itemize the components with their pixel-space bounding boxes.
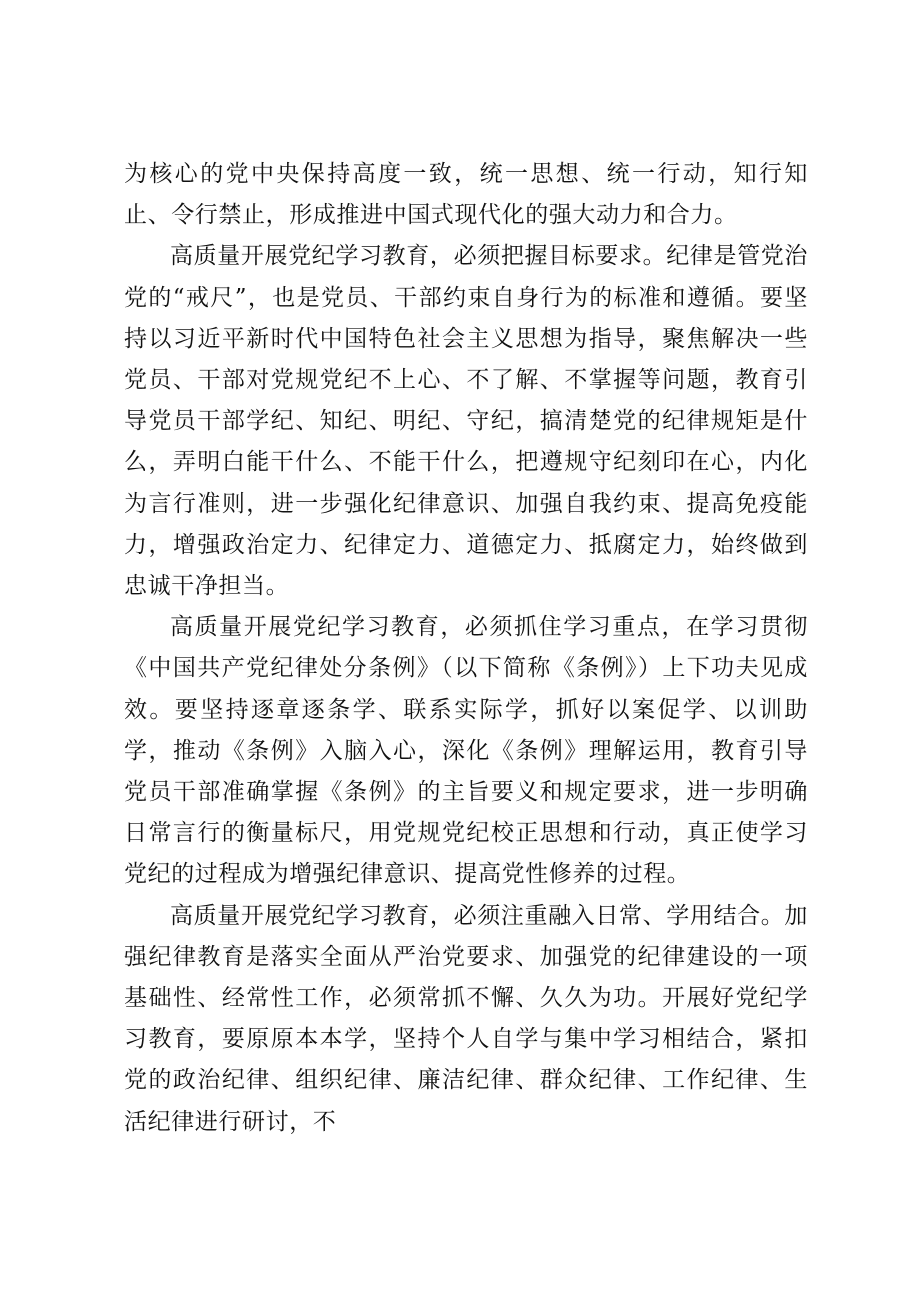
paragraph-daily-integration: 高质量开展党纪学习教育，必须注重融入日常、学用结合。加强纪律教育是落实全面从严治党要求、加强党的纪律建设的一项基础性、经常性工作，必须常抓不懈、久久为功。开展好党纪学习教育，要原原本本学，坚持个人自学与集中学习相结合，紧扣党的政治纪律、组织纪律、廉洁纪律、群众纪律、工作纪律、生活纪律进行研讨，不 (124, 902, 808, 1135)
paragraph-continuation: 为核心的党中央保持高度一致，统一思想、统一行动，知行知止、令行禁止，形成推进中国式现代化的强大动力和合力。 (124, 161, 808, 229)
document-body (124, 154, 808, 1143)
paragraph-target-requirements: 高质量开展党纪学习教育，必须把握目标要求。纪律是管党治党的“戒尺”，也是党员、干部约束自身行为的标准和遵循。要坚持以习近平新时代中国特色社会主义思想为指导，聚焦解决一些党员、干部对党规党纪不上心、不了解、不掌握等问题，教育引导党员干部学纪、知纪、明纪、守纪，搞清楚党的纪律规矩是什么，弄明白能干什么、不能干什么，把遵规守纪刻印在心，内化为言行准则，进一步强化纪律意识、加强自我约束、提高免疫能力，增强政治定力、纪律定力、道德定力、抵腐定力，始终做到忠诚干净担当。 (124, 243, 808, 600)
paragraph-study-focus: 高质量开展党纪学习教育，必须抓住学习重点，在学习贯彻《中国共产党纪律处分条例》（以下简称《条例》）上下功夫见成效。要坚持逐章逐条学、联系实际学，抓好以案促学、以训助学，推动《条例》入脑入心，深化《条例》理解运用，教育引导党员干部准确掌握《条例》的主旨要义和规定要求，进一步明确日常言行的衡量标尺，用党规党纪校正思想和行动，真正使学习党纪的过程成为增强纪律意识、提高党性修养的过程。 (124, 614, 808, 888)
